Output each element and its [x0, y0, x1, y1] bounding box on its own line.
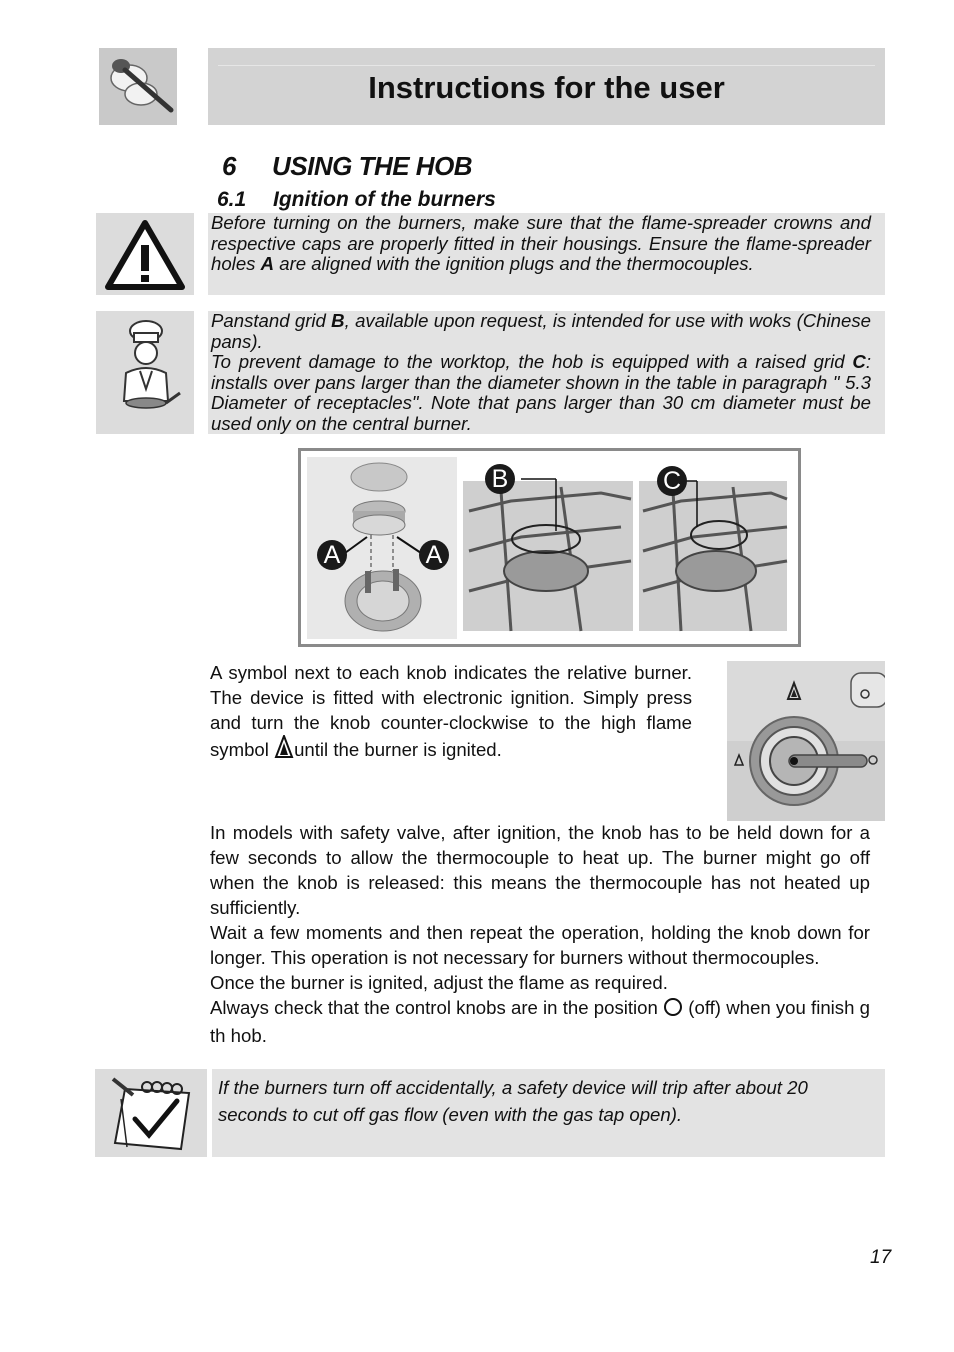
safety-paragraph-2: Wait a few moments and then repeat the operation, holding the knob down for longer. This operation is not necessary for burners without thermocouples. [210, 922, 870, 968]
header-logo-icon [99, 48, 177, 125]
warning-triangle-icon [96, 213, 194, 295]
header-rule [218, 65, 875, 66]
label-c: C [852, 351, 866, 373]
safety-paragraph-3: Once the burner is ignited, adjust the flame as required. [210, 972, 668, 993]
control-knob-image [727, 661, 885, 821]
warning-note-text: Before turning on the burners, make sure that the flame-spreader crowns and respective caps are properly fitted in their housings. Ensure the flame-spreader holes A are aligned with the ignition plugs and the thermocouples. [211, 212, 871, 275]
section-title: USING THE HOB [272, 151, 473, 181]
header-bar [208, 48, 885, 125]
burner-figure [298, 448, 801, 647]
chef-note-paragraph-2: To prevent damage to the worktop, the hob is equipped with a raised grid C: installs over pans larger than the diameter shown in the table in paragraph " 5.3 Diameter of receptacles". Note that pans larger than 30 cm diameter must be used only on the central burner. [211, 351, 871, 434]
chef-icon [96, 311, 194, 434]
label-b: B [331, 310, 345, 331]
subsection-title: Ignition of the burners [273, 188, 496, 211]
info-note-text: If the burners turn off accidentally, a safety device will trip after about 20 seconds to cut off gas flow (even with the gas tap open). [218, 1077, 808, 1125]
page-header-title: Instructions for the user [368, 70, 725, 105]
callout-c: C [657, 466, 687, 496]
chef-note-paragraph-1: Panstand grid B, available upon request, is intended for use with woks (Chinese pans). [211, 310, 871, 352]
chef-note-box [208, 311, 885, 434]
callout-b: B [485, 464, 515, 494]
subsection-number: 6.1 [217, 188, 247, 211]
knob-paragraph: A symbol next to each knob indicates the relative burner. The device is fitted with electronic ignition. Simply press and turn the knob counter-clockwise to the high flame symbol until the burner is ignited. [210, 660, 692, 765]
subsection-heading [217, 188, 496, 212]
warning-note-box [208, 213, 885, 295]
chef-note-text [211, 311, 871, 435]
off-position-icon [663, 997, 683, 1023]
safety-paragraph-1: In models with safety valve, after ignition, the knob has to be held down for a few seconds to allow the thermocouple to heat up. The burner might go off when the knob is released: this means the thermocouple has not heated up sufficiently. [210, 822, 870, 918]
page-number: 17 [870, 1247, 892, 1268]
high-flame-icon [274, 735, 294, 765]
callout-a-left: A [317, 540, 347, 570]
info-note-box [212, 1069, 885, 1157]
safety-paragraph-4: Always check that the control knobs are in the position (off) when you finish g th hob. [210, 997, 870, 1046]
label-a: A [260, 253, 275, 275]
callout-a-right: A [419, 540, 449, 570]
section-number: 6 [222, 151, 236, 181]
notepad-checkmark-icon [95, 1069, 207, 1157]
section-heading [222, 151, 472, 182]
safety-valve-section [210, 820, 870, 1048]
